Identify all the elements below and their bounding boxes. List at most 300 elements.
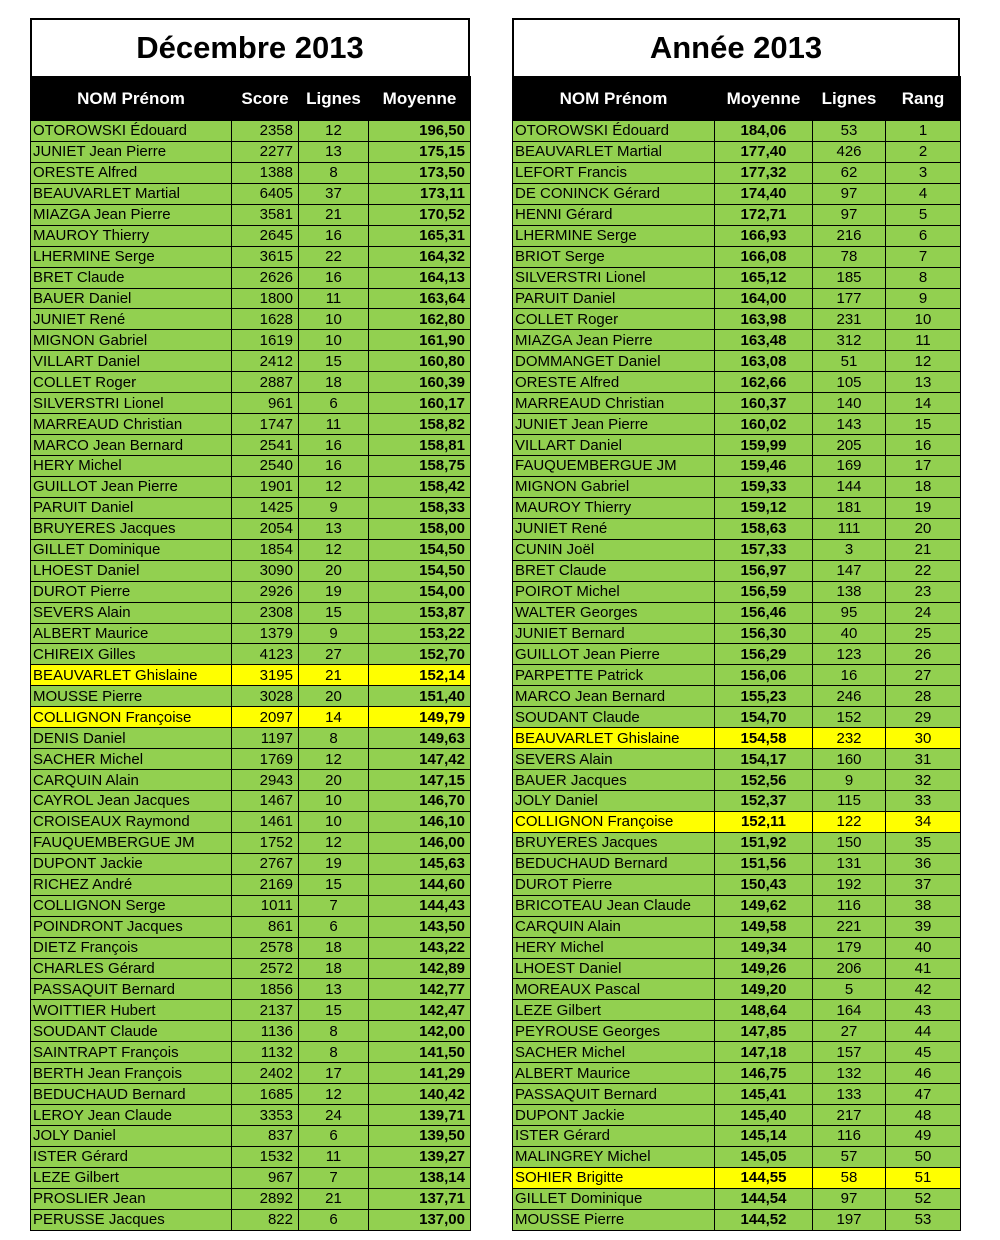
year-table-row: [513, 1209, 961, 1230]
december-cell-name: JUNIET René: [31, 309, 232, 330]
december-table-row: [31, 435, 471, 456]
december-cell-name: OTOROWSKI Édouard: [31, 121, 232, 142]
december-cell-lignes: 14: [299, 707, 369, 728]
year-cell-name: LHERMINE Serge: [513, 225, 715, 246]
year-cell-lignes: 181: [813, 497, 886, 518]
year-cell-name: SEVERS Alain: [513, 749, 715, 770]
december-table-row: [31, 267, 471, 288]
december-cell-lignes: 21: [299, 1188, 369, 1209]
year-table-row: [513, 372, 961, 393]
year-cell-moyenne: 146,75: [715, 1063, 813, 1084]
december-cell-name: BEAUVARLET Martial: [31, 183, 232, 204]
year-table-row: [513, 1126, 961, 1147]
december-cell-name: BRUYERES Jacques: [31, 518, 232, 539]
year-table-row: [513, 497, 961, 518]
december-cell-score: 861: [232, 916, 299, 937]
december-header-moyenne: Moyenne: [369, 77, 471, 121]
december-table-row: [31, 749, 471, 770]
december-table-row: [31, 602, 471, 623]
year-table-row: [513, 686, 961, 707]
december-cell-moyenne: 146,00: [369, 832, 471, 853]
december-cell-score: 1425: [232, 497, 299, 518]
december-table-row: [31, 183, 471, 204]
year-cell-lignes: 231: [813, 309, 886, 330]
year-table-row: [513, 456, 961, 477]
year-cell-rang: 34: [886, 811, 961, 832]
year-cell-moyenne: 155,23: [715, 686, 813, 707]
year-cell-name: BRICOTEAU Jean Claude: [513, 895, 715, 916]
december-cell-moyenne: 137,71: [369, 1188, 471, 1209]
december-cell-moyenne: 147,42: [369, 749, 471, 770]
year-table-row: [513, 937, 961, 958]
year-cell-lignes: 426: [813, 141, 886, 162]
year-table-row: [513, 623, 961, 644]
december-cell-name: ALBERT Maurice: [31, 623, 232, 644]
year-cell-moyenne: 164,00: [715, 288, 813, 309]
december-cell-name: SOUDANT Claude: [31, 1021, 232, 1042]
year-cell-rang: 48: [886, 1105, 961, 1126]
year-cell-rang: 29: [886, 707, 961, 728]
december-2013-panel: [30, 18, 470, 1231]
december-cell-score: 2277: [232, 141, 299, 162]
year-cell-rang: 2: [886, 141, 961, 162]
december-cell-moyenne: 160,17: [369, 393, 471, 414]
december-cell-lignes: 20: [299, 770, 369, 791]
december-cell-name: BRET Claude: [31, 267, 232, 288]
december-cell-lignes: 18: [299, 372, 369, 393]
year-cell-rang: 1: [886, 121, 961, 142]
december-table-row: [31, 707, 471, 728]
year-table-row: [513, 1063, 961, 1084]
december-cell-moyenne: 158,82: [369, 414, 471, 435]
year-table-row: [513, 393, 961, 414]
december-cell-lignes: 10: [299, 791, 369, 812]
year-cell-moyenne: 156,06: [715, 665, 813, 686]
december-cell-moyenne: 164,13: [369, 267, 471, 288]
december-cell-score: 837: [232, 1126, 299, 1147]
december-cell-lignes: 9: [299, 497, 369, 518]
year-cell-name: BRET Claude: [513, 560, 715, 581]
december-cell-lignes: 8: [299, 162, 369, 183]
december-cell-moyenne: 139,50: [369, 1126, 471, 1147]
december-cell-lignes: 15: [299, 351, 369, 372]
december-cell-lignes: 12: [299, 832, 369, 853]
year-table-row: [513, 351, 961, 372]
december-cell-name: BEDUCHAUD Bernard: [31, 1084, 232, 1105]
year-cell-lignes: 9: [813, 770, 886, 791]
december-cell-lignes: 21: [299, 204, 369, 225]
year-table-row: [513, 811, 961, 832]
year-cell-rang: 12: [886, 351, 961, 372]
year-cell-name: POIROT Michel: [513, 581, 715, 602]
december-cell-name: PARUIT Daniel: [31, 497, 232, 518]
december-cell-lignes: 8: [299, 1021, 369, 1042]
year-cell-name: BEAUVARLET Martial: [513, 141, 715, 162]
december-cell-name: CARQUIN Alain: [31, 770, 232, 791]
year-cell-name: MAUROY Thierry: [513, 497, 715, 518]
year-cell-moyenne: 150,43: [715, 874, 813, 895]
december-cell-lignes: 12: [299, 749, 369, 770]
december-table-row: [31, 1063, 471, 1084]
december-cell-lignes: 6: [299, 393, 369, 414]
december-cell-moyenne: 153,87: [369, 602, 471, 623]
year-cell-rang: 8: [886, 267, 961, 288]
year-cell-rang: 46: [886, 1063, 961, 1084]
year-cell-lignes: 140: [813, 393, 886, 414]
year-table-row: [513, 267, 961, 288]
december-cell-name: ORESTE Alfred: [31, 162, 232, 183]
december-cell-lignes: 11: [299, 1146, 369, 1167]
year-cell-moyenne: 166,08: [715, 246, 813, 267]
december-cell-name: RICHEZ André: [31, 874, 232, 895]
december-cell-moyenne: 154,50: [369, 560, 471, 581]
december-cell-moyenne: 142,47: [369, 1000, 471, 1021]
december-cell-moyenne: 196,50: [369, 121, 471, 142]
year-cell-rang: 28: [886, 686, 961, 707]
december-cell-name: LHERMINE Serge: [31, 246, 232, 267]
year-cell-rang: 40: [886, 937, 961, 958]
december-cell-moyenne: 162,80: [369, 309, 471, 330]
december-cell-score: 2540: [232, 456, 299, 477]
december-table-row: [31, 162, 471, 183]
december-cell-moyenne: 158,00: [369, 518, 471, 539]
december-cell-moyenne: 158,75: [369, 456, 471, 477]
year-header-lignes: Lignes: [813, 77, 886, 121]
december-table-row: [31, 476, 471, 497]
december-cell-lignes: 8: [299, 728, 369, 749]
year-cell-moyenne: 156,97: [715, 560, 813, 581]
december-cell-lignes: 24: [299, 1105, 369, 1126]
year-cell-lignes: 197: [813, 1209, 886, 1230]
december-cell-moyenne: 144,43: [369, 895, 471, 916]
year-cell-name: LHOEST Daniel: [513, 958, 715, 979]
december-cell-lignes: 6: [299, 1209, 369, 1230]
year-cell-lignes: 58: [813, 1167, 886, 1188]
december-cell-lignes: 16: [299, 225, 369, 246]
year-table-row: [513, 204, 961, 225]
year-cell-moyenne: 177,32: [715, 162, 813, 183]
december-cell-lignes: 16: [299, 456, 369, 477]
december-cell-moyenne: 158,33: [369, 497, 471, 518]
year-cell-name: CUNIN Joël: [513, 539, 715, 560]
year-cell-moyenne: 165,12: [715, 267, 813, 288]
december-cell-score: 2137: [232, 1000, 299, 1021]
year-cell-lignes: 192: [813, 874, 886, 895]
december-cell-score: 2169: [232, 874, 299, 895]
year-cell-name: JUNIET Jean Pierre: [513, 414, 715, 435]
december-table-row: [31, 539, 471, 560]
year-cell-moyenne: 159,99: [715, 435, 813, 456]
december-cell-moyenne: 149,63: [369, 728, 471, 749]
year-table-row: [513, 1042, 961, 1063]
december-table-row: [31, 832, 471, 853]
year-table-row: [513, 707, 961, 728]
december-cell-score: 2572: [232, 958, 299, 979]
december-table-row: [31, 1000, 471, 1021]
december-table-row: [31, 623, 471, 644]
december-cell-lignes: 9: [299, 623, 369, 644]
december-table-row: [31, 288, 471, 309]
december-cell-score: 2892: [232, 1188, 299, 1209]
year-cell-moyenne: 145,40: [715, 1105, 813, 1126]
year-cell-moyenne: 149,62: [715, 895, 813, 916]
year-cell-lignes: 97: [813, 204, 886, 225]
year-table-row: [513, 770, 961, 791]
december-cell-name: SILVERSTRI Lionel: [31, 393, 232, 414]
december-cell-moyenne: 163,64: [369, 288, 471, 309]
year-table-row: [513, 749, 961, 770]
year-cell-moyenne: 156,30: [715, 623, 813, 644]
year-cell-lignes: 205: [813, 435, 886, 456]
year-cell-moyenne: 159,12: [715, 497, 813, 518]
year-cell-rang: 38: [886, 895, 961, 916]
year-cell-rang: 30: [886, 728, 961, 749]
december-cell-score: 2541: [232, 435, 299, 456]
december-table-row: [31, 811, 471, 832]
year-cell-moyenne: 145,05: [715, 1146, 813, 1167]
year-cell-lignes: 27: [813, 1021, 886, 1042]
december-cell-moyenne: 152,70: [369, 644, 471, 665]
year-cell-lignes: 78: [813, 246, 886, 267]
year-cell-lignes: 3: [813, 539, 886, 560]
year-cell-moyenne: 145,14: [715, 1126, 813, 1147]
year-cell-moyenne: 184,06: [715, 121, 813, 142]
december-cell-score: 1136: [232, 1021, 299, 1042]
year-table-row: [513, 1105, 961, 1126]
december-cell-lignes: 10: [299, 330, 369, 351]
year-cell-moyenne: 174,40: [715, 183, 813, 204]
year-cell-rang: 10: [886, 309, 961, 330]
year-cell-rang: 22: [886, 560, 961, 581]
december-cell-moyenne: 142,00: [369, 1021, 471, 1042]
december-table-row: [31, 1188, 471, 1209]
year-table-row: [513, 183, 961, 204]
december-cell-lignes: 6: [299, 916, 369, 937]
december-table-row: [31, 414, 471, 435]
december-cell-score: 1461: [232, 811, 299, 832]
december-cell-name: SAINTRAPT François: [31, 1042, 232, 1063]
december-cell-moyenne: 175,15: [369, 141, 471, 162]
year-cell-name: FAUQUEMBERGUE JM: [513, 456, 715, 477]
december-cell-moyenne: 152,14: [369, 665, 471, 686]
december-table-row: [31, 791, 471, 812]
december-table-row: [31, 225, 471, 246]
year-cell-moyenne: 149,58: [715, 916, 813, 937]
december-cell-name: COLLIGNON Serge: [31, 895, 232, 916]
december-table: [30, 76, 471, 1231]
year-title: Année 2013: [512, 18, 960, 76]
december-cell-score: 1532: [232, 1146, 299, 1167]
year-cell-name: SACHER Michel: [513, 1042, 715, 1063]
december-cell-moyenne: 165,31: [369, 225, 471, 246]
december-cell-lignes: 16: [299, 267, 369, 288]
december-cell-moyenne: 147,15: [369, 770, 471, 791]
year-table-body: [513, 121, 961, 1231]
year-cell-rang: 3: [886, 162, 961, 183]
year-cell-rang: 11: [886, 330, 961, 351]
december-table-row: [31, 937, 471, 958]
december-cell-lignes: 27: [299, 644, 369, 665]
year-cell-lignes: 169: [813, 456, 886, 477]
december-cell-score: 2626: [232, 267, 299, 288]
year-cell-moyenne: 149,26: [715, 958, 813, 979]
december-cell-lignes: 13: [299, 518, 369, 539]
december-cell-lignes: 16: [299, 435, 369, 456]
december-cell-score: 1856: [232, 979, 299, 1000]
year-table-row: [513, 979, 961, 1000]
year-cell-moyenne: 177,40: [715, 141, 813, 162]
year-cell-moyenne: 172,71: [715, 204, 813, 225]
year-cell-rang: 50: [886, 1146, 961, 1167]
year-cell-name: BAUER Jacques: [513, 770, 715, 791]
december-cell-name: MARCO Jean Bernard: [31, 435, 232, 456]
year-cell-name: DOMMANGET Daniel: [513, 351, 715, 372]
december-table-row: [31, 1209, 471, 1230]
year-cell-rang: 13: [886, 372, 961, 393]
year-table-row: [513, 414, 961, 435]
december-cell-lignes: 18: [299, 937, 369, 958]
december-cell-lignes: 20: [299, 686, 369, 707]
december-cell-name: POINDRONT Jacques: [31, 916, 232, 937]
december-cell-name: MOUSSE Pierre: [31, 686, 232, 707]
december-table-row: [31, 141, 471, 162]
december-cell-lignes: 37: [299, 183, 369, 204]
december-cell-name: CAYROL Jean Jacques: [31, 791, 232, 812]
year-cell-lignes: 217: [813, 1105, 886, 1126]
year-cell-rang: 6: [886, 225, 961, 246]
year-cell-moyenne: 149,20: [715, 979, 813, 1000]
december-cell-lignes: 11: [299, 288, 369, 309]
year-cell-lignes: 144: [813, 476, 886, 497]
year-2013-panel: [512, 18, 960, 1231]
december-header-row: [31, 77, 471, 121]
year-table-row: [513, 476, 961, 497]
december-cell-score: 1197: [232, 728, 299, 749]
year-cell-lignes: 164: [813, 1000, 886, 1021]
year-table-row: [513, 644, 961, 665]
year-cell-name: HENNI Gérard: [513, 204, 715, 225]
year-cell-rang: 33: [886, 791, 961, 812]
december-cell-moyenne: 141,50: [369, 1042, 471, 1063]
year-cell-moyenne: 156,59: [715, 581, 813, 602]
year-cell-rang: 5: [886, 204, 961, 225]
december-cell-lignes: 15: [299, 874, 369, 895]
year-table-row: [513, 518, 961, 539]
december-table-row: [31, 581, 471, 602]
december-cell-lignes: 18: [299, 958, 369, 979]
year-table-row: [513, 121, 961, 142]
year-cell-lignes: 53: [813, 121, 886, 142]
year-table-row: [513, 832, 961, 853]
year-cell-lignes: 160: [813, 749, 886, 770]
year-cell-name: HERY Michel: [513, 937, 715, 958]
december-cell-name: SACHER Michel: [31, 749, 232, 770]
year-cell-name: ISTER Gérard: [513, 1126, 715, 1147]
year-cell-lignes: 216: [813, 225, 886, 246]
december-cell-score: 961: [232, 393, 299, 414]
december-cell-score: 3195: [232, 665, 299, 686]
year-cell-rang: 53: [886, 1209, 961, 1230]
year-cell-rang: 41: [886, 958, 961, 979]
december-cell-moyenne: 145,63: [369, 853, 471, 874]
year-cell-name: LEZE Gilbert: [513, 1000, 715, 1021]
year-cell-moyenne: 162,66: [715, 372, 813, 393]
december-cell-score: 1901: [232, 476, 299, 497]
december-cell-score: 2578: [232, 937, 299, 958]
december-cell-moyenne: 139,27: [369, 1146, 471, 1167]
year-cell-lignes: 232: [813, 728, 886, 749]
year-cell-lignes: 97: [813, 183, 886, 204]
december-cell-lignes: 12: [299, 476, 369, 497]
december-cell-score: 3028: [232, 686, 299, 707]
year-cell-lignes: 16: [813, 665, 886, 686]
year-cell-lignes: 132: [813, 1063, 886, 1084]
december-cell-moyenne: 154,00: [369, 581, 471, 602]
year-cell-name: PASSAQUIT Bernard: [513, 1084, 715, 1105]
year-cell-rang: 45: [886, 1042, 961, 1063]
december-cell-lignes: 13: [299, 141, 369, 162]
december-cell-lignes: 15: [299, 602, 369, 623]
december-table-row: [31, 121, 471, 142]
december-cell-name: LHOEST Daniel: [31, 560, 232, 581]
december-cell-moyenne: 158,81: [369, 435, 471, 456]
year-header-name: NOM Prénom: [513, 77, 715, 121]
year-cell-rang: 7: [886, 246, 961, 267]
year-cell-moyenne: 149,34: [715, 937, 813, 958]
december-cell-name: LEZE Gilbert: [31, 1167, 232, 1188]
year-cell-name: DE CONINCK Gérard: [513, 183, 715, 204]
december-table-row: [31, 644, 471, 665]
year-cell-rang: 51: [886, 1167, 961, 1188]
year-cell-lignes: 138: [813, 581, 886, 602]
year-table-row: [513, 288, 961, 309]
year-cell-lignes: 246: [813, 686, 886, 707]
year-cell-rang: 52: [886, 1188, 961, 1209]
year-cell-rang: 16: [886, 435, 961, 456]
december-cell-score: 1619: [232, 330, 299, 351]
december-cell-lignes: 22: [299, 246, 369, 267]
year-cell-rang: 18: [886, 476, 961, 497]
december-table-row: [31, 1042, 471, 1063]
december-cell-moyenne: 146,70: [369, 791, 471, 812]
year-cell-name: ALBERT Maurice: [513, 1063, 715, 1084]
december-cell-name: BEAUVARLET Ghislaine: [31, 665, 232, 686]
year-table-row: [513, 560, 961, 581]
december-cell-moyenne: 160,39: [369, 372, 471, 393]
december-cell-lignes: 10: [299, 811, 369, 832]
december-cell-lignes: 17: [299, 1063, 369, 1084]
december-cell-moyenne: 146,10: [369, 811, 471, 832]
december-cell-score: 2358: [232, 121, 299, 142]
year-cell-moyenne: 159,33: [715, 476, 813, 497]
year-cell-moyenne: 144,52: [715, 1209, 813, 1230]
december-cell-score: 3090: [232, 560, 299, 581]
year-table-row: [513, 895, 961, 916]
year-cell-lignes: 5: [813, 979, 886, 1000]
year-cell-moyenne: 144,55: [715, 1167, 813, 1188]
december-table-row: [31, 770, 471, 791]
december-cell-score: 1388: [232, 162, 299, 183]
year-cell-name: SILVERSTRI Lionel: [513, 267, 715, 288]
december-cell-moyenne: 144,60: [369, 874, 471, 895]
year-cell-name: DUROT Pierre: [513, 874, 715, 895]
year-table-row: [513, 225, 961, 246]
december-cell-score: 2926: [232, 581, 299, 602]
december-table-row: [31, 497, 471, 518]
december-table-row: [31, 351, 471, 372]
december-cell-name: GUILLOT Jean Pierre: [31, 476, 232, 497]
year-cell-rang: 20: [886, 518, 961, 539]
